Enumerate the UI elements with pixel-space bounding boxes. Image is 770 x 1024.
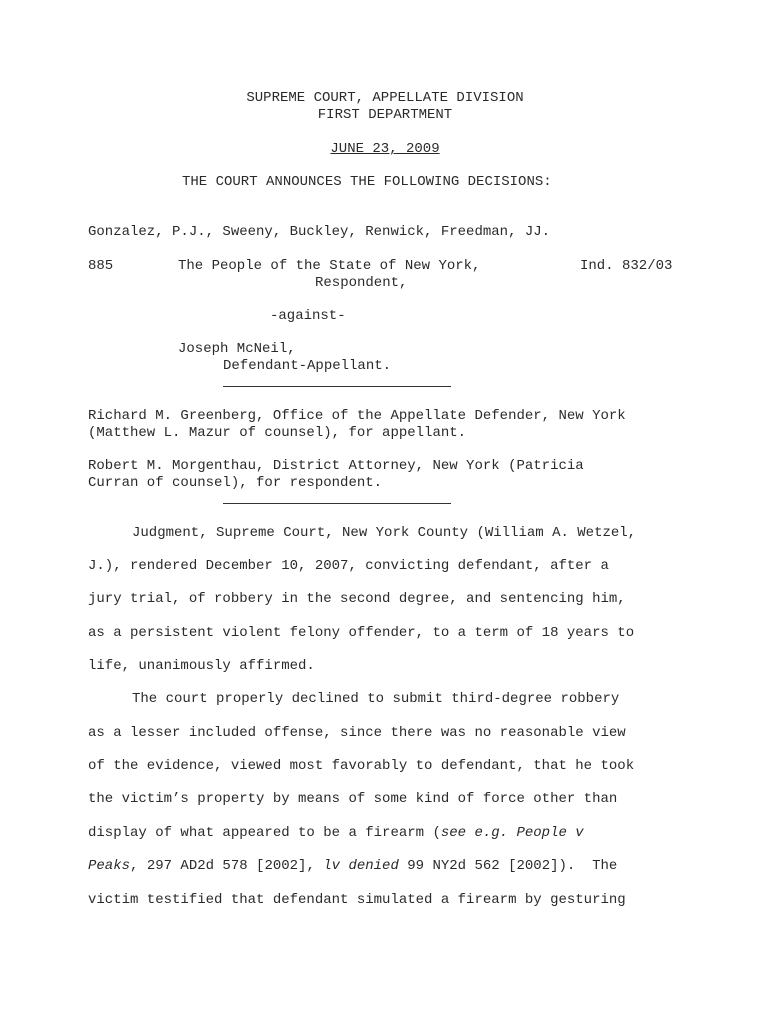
bench-justices: Gonzalez, P.J., Sweeny, Buckley, Renwick, Freedman, JJ. <box>88 224 551 240</box>
body-line-citation <box>88 825 584 841</box>
announcement: THE COURT ANNOUNCES THE FOLLOWING DECISIONS: <box>182 174 552 190</box>
lv-denied: lv denied <box>323 858 399 874</box>
body-line: of the evidence, viewed most favorably to defendant, that he took <box>88 758 635 774</box>
court-title: SUPREME COURT, APPELLATE DIVISION <box>246 90 524 106</box>
decision-date: JUNE 23, 2009 <box>330 141 440 157</box>
body-text: , 297 AD2d 578 [2002], <box>130 858 324 874</box>
body-text: display of what appeared to be a firearm ( <box>88 825 441 841</box>
plaintiff-role: Respondent, <box>315 275 408 291</box>
respondent-counsel-line-2: Curran of counsel), for respondent. <box>88 475 383 491</box>
body-line: The court properly declined to submit third-degree robbery <box>132 691 620 707</box>
body-line: jury trial, of robbery in the second degree, and sentencing him, <box>88 591 626 607</box>
appellant-counsel-line-1: Richard M. Greenberg, Office of the Appellate Defender, New York <box>88 408 626 424</box>
caption-divider <box>223 386 451 387</box>
appellant-counsel-line-2: (Matthew L. Mazur of counsel), for appellant. <box>88 425 467 441</box>
against-label: -against- <box>270 308 346 324</box>
defendant-role: Defendant-Appellant. <box>223 358 392 374</box>
body-line: the victim’s property by means of some kind of force other than <box>88 791 618 807</box>
body-text: 99 NY2d 562 [2002]). The <box>398 858 618 874</box>
body-line: as a lesser included offense, since there was no reasonable view <box>88 725 626 741</box>
counsel-divider <box>223 503 451 504</box>
department-title: FIRST DEPARTMENT <box>317 107 453 123</box>
indictment-number: Ind. 832/03 <box>580 258 673 274</box>
body-line-citation <box>88 858 617 874</box>
body-line: J.), rendered December 10, 2007, convicting defendant, after a <box>88 558 609 574</box>
plaintiff: The People of the State of New York, <box>178 258 481 274</box>
citation-signal: see e.g. People v <box>440 825 584 841</box>
body-line: victim testified that defendant simulated a firearm by gesturing <box>88 892 626 908</box>
case-number: 885 <box>88 258 114 274</box>
case-name: Peaks <box>88 858 131 874</box>
body-line: life, unanimously affirmed. <box>88 658 315 674</box>
body-line: Judgment, Supreme Court, New York County (William A. Wetzel, <box>132 525 637 541</box>
respondent-counsel-line-1: Robert M. Morgenthau, District Attorney, New York (Patricia <box>88 458 584 474</box>
body-line: as a persistent violent felony offender, to a term of 18 years to <box>88 625 635 641</box>
defendant: Joseph McNeil, <box>178 341 296 357</box>
